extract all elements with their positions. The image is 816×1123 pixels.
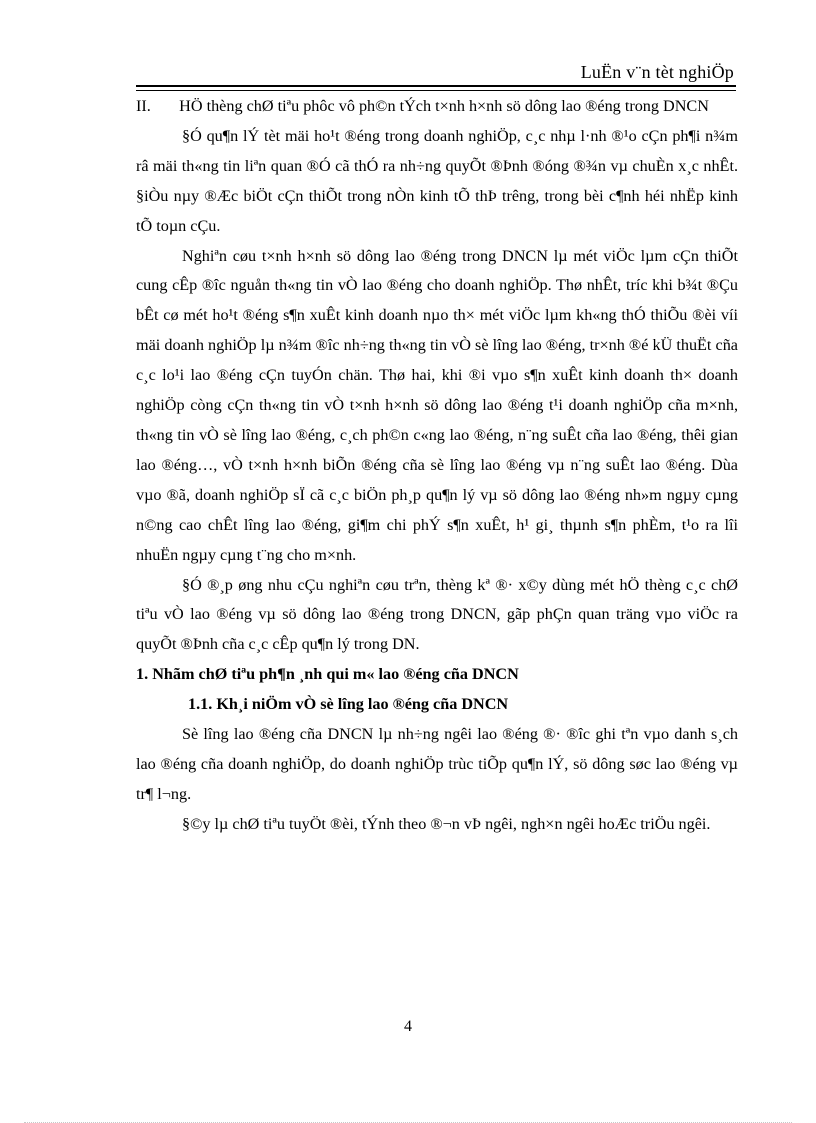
body-paragraph: Sè lîng lao ®éng cña DNCN lµ nh÷ng ngêi lao ®éng ®· ®îc ghi tªn vµo danh s¸ch lao ®éng cña doanh nghiÖp, do doanh nghiÖp trùc tiÕp qu¶n lÝ, sö dông søc lao ®éng vµ tr¶ l¬ng. bbox=[136, 725, 738, 803]
body-paragraph: §©y lµ chØ tiªu tuyÖt ®èi, tÝnh theo ®¬n vÞ ngêi, ngh×n ngêi hoÆc triÖu ngêi. bbox=[182, 814, 711, 833]
section-heading-1: 1. Nhãm chØ tiªu ph¶n ¸nh qui m« lao ®éng cña DNCN bbox=[136, 665, 519, 684]
body-paragraph: §Ó qu¶n lÝ tèt mäi ho¹t ®éng trong doanh nghiÖp, c¸c nhµ l·nh ®¹o cÇn ph¶i n¾m râ mäi th«ng tin liªn quan ®Ó cã thÓ ra nh÷ng quyÕt ®Þnh ®óng ®¾n vµ chuÈn x¸c nhÊt. §iÒu nµy ®Æc biÖt cÇn thiÕt trong nÒn kinh tÕ thÞ trêng, trong bèi c¶nh héi nhËp kinh tÕ toµn cÇu. bbox=[136, 126, 738, 235]
body-paragraph: Nghiªn cøu t×nh h×nh sö dông lao ®éng trong DNCN lµ mét viÖc lµm cÇn thiÕt cung cÊp ®îc nguån th«ng tin vÒ lao ®éng cho doanh nghiÖp. Thø nhÊt, tríc khi b¾t ®Çu bÊt cø mét ho¹t ®éng s¶n xuÊt kinh doanh nµo th× mét viÖc lµm kh«ng thÓ thiÕu ®èi víi mäi doanh nghiÖp lµ n¾m ®îc nh÷ng th«ng tin vÒ sè lîng lao ®éng, tr×nh ®é kÜ thuËt cña c¸c lo¹i lao ®éng cÇn tuyÓn chän. Thø hai, khi ®i vµo s¶n xuÊt kinh doanh th× doanh nghiÖp còng cÇn th«ng tin vÒ t×nh h×nh sö dông lao ®éng t¹i doanh nghiÖp cña m×nh, th«ng tin vÒ sè lîng lao ®éng, c¸ch ph©n c«ng lao ®éng, n¨ng suÊt cña lao ®éng, thêi gian lao ®éng…, vÒ t×nh h×nh biÕn ®éng cña sè lîng lao ®éng vµ n¨ng suÊt lao ®éng. Dùa vµo ®ã, doanh nghiÖp sÏ cã c¸c biÖn ph¸p qu¶n lý vµ sö dông lao ®éng nh»m ngµy cµng n©ng cao chÊt lîng lao ®éng, gi¶m chi phÝ s¶n xuÊt, h¹ gi¸ thµnh s¶n phÈm, t¹o ra lîi nhuËn ngµy cµng t¨ng cho m×nh. bbox=[136, 246, 738, 564]
page-body bbox=[136, 92, 738, 840]
page-number: 4 bbox=[404, 1018, 412, 1035]
document-title: LuËn v¨n tèt nghiÖp bbox=[580, 62, 734, 82]
body-paragraph: §Ó ®¸p øng nhu cÇu nghiªn cøu trªn, thèng kª ®· x©y dùng mét hÖ thèng c¸c chØ tiªu vÒ lao ®éng vµ sö dông lao ®éng trong DNCN, gãp phÇn quan träng vµo viÖc ra quyÕt ®Þnh cña c¸c cÊp qu¶n lý trong DN. bbox=[136, 575, 738, 654]
subsection-heading-1-1: 1.1. Kh¸i niÖm vÒ sè lîng lao ®éng cña DNCN bbox=[188, 695, 509, 714]
section-heading-ii: II. HÖ thèng chØ tiªu phôc vô ph©n tÝch t×nh h×nh sö dông lao ®éng trong DNCN bbox=[136, 97, 709, 115]
header-rule-thick bbox=[136, 85, 736, 87]
header-rule-thin bbox=[136, 90, 736, 91]
